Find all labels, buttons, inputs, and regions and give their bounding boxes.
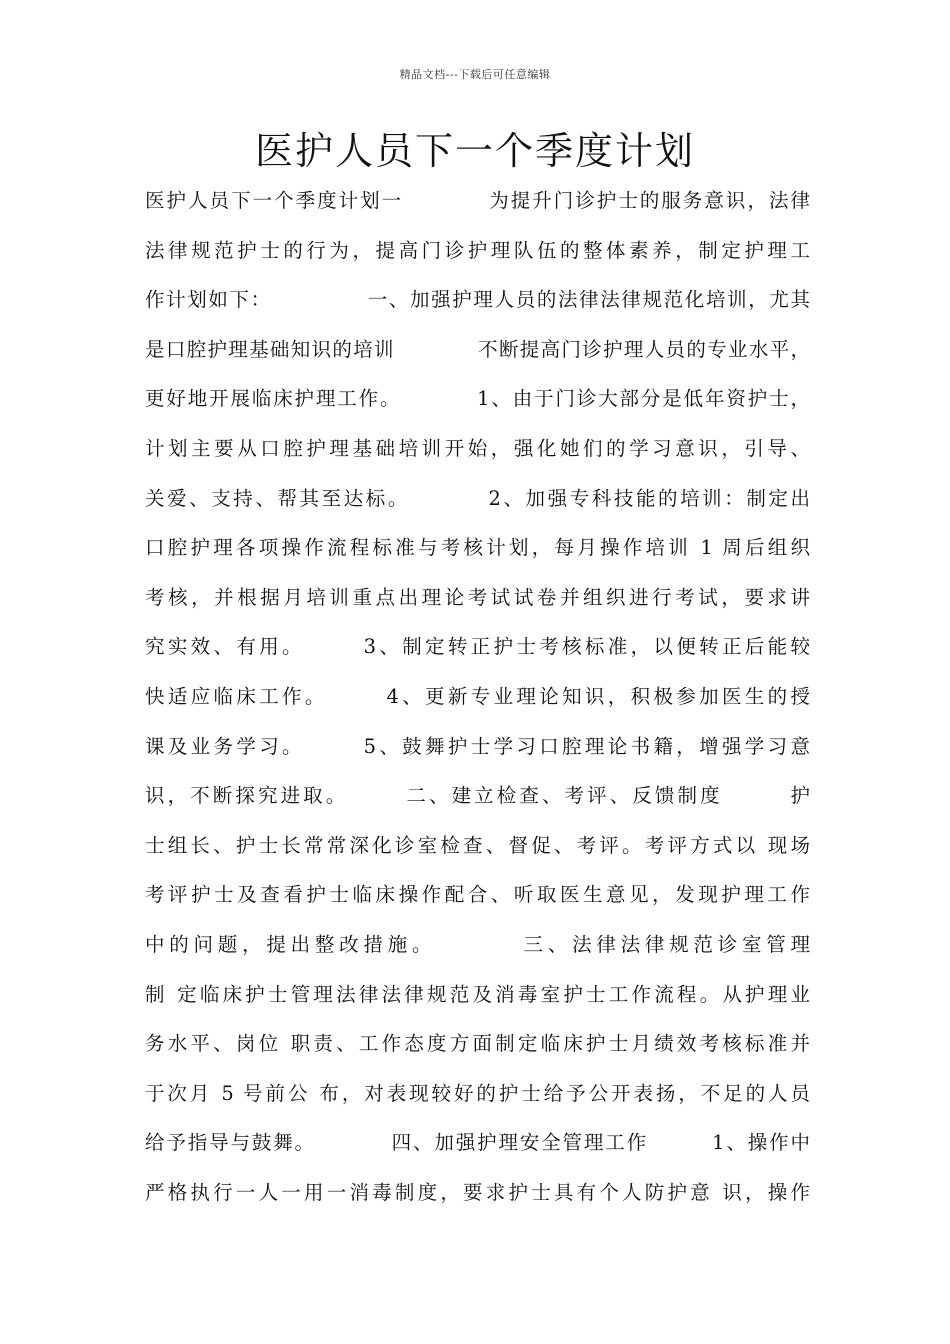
- body-line: 医护人员下一个季度计划一 为提升门诊护士的服务意识，法律: [145, 189, 810, 212]
- body-line: 口腔护理各项操作流程标准与考核计划，每月操作培训 1 周后组织: [145, 536, 810, 560]
- body-line: 关爱、支持、帮其至达标。 2、加强专科技能的培训：制定出: [145, 486, 810, 510]
- body-line: 考核，并根据月培训重点出理论考试试卷并组织进行考试，要求讲: [145, 585, 810, 609]
- body-line: 中的问题，提出整改措施。 三、法律法律规范诊室管理: [145, 932, 810, 956]
- body-line: 考评护士及查看护士临床操作配合、听取医生意见，发现护理工作: [145, 883, 810, 907]
- body-line: 识，不断探究进取。 二、建立检查、考评、反馈制度 护: [145, 784, 810, 808]
- document-body: [145, 181, 810, 1222]
- body-line: 更好地开展临床护理工作。 1、由于门诊大部分是低年资护士，: [145, 387, 810, 411]
- body-line: 课及业务学习。 5、鼓舞护士学习口腔理论书籍，增强学习意: [145, 734, 810, 758]
- body-line: 快适应临床工作。 4、更新专业理论知识，积极参加医生的授: [145, 684, 810, 708]
- body-line: 法律规范护士的行为，提高门诊护理队伍的整体素养，制定护理工: [145, 238, 810, 262]
- body-line: 制 定临床护士管理法律法律规范及消毒室护士工作流程。从护理业: [145, 982, 810, 1006]
- body-line: 务水平、岗位 职责、工作态度方面制定临床护士月绩效考核标准并: [145, 1032, 810, 1056]
- body-line: 士组长、护士长常常深化诊室检查、督促、考评。考评方式以 现场: [145, 833, 810, 857]
- body-line: 于次月 5 号前公 布，对表现较好的护士给予公开表扬，不足的人员: [145, 1081, 810, 1105]
- body-line: 严格执行一人一用一消毒制度，要求护士具有个人防护意 识，操作: [145, 1180, 810, 1204]
- page-header: 精品文档---下载后可任意编辑: [399, 68, 551, 81]
- body-line: 是口腔护理基础知识的培训 不断提高门诊护理人员的专业水平，: [145, 337, 810, 361]
- document-title: 医护人员下一个季度计划: [254, 129, 695, 173]
- body-line: 给予指导与鼓舞。 四、加强护理安全管理工作 1、操作中: [145, 1131, 810, 1155]
- body-line: 作计划如下： 一、加强护理人员的法律法律规范化培训，尤其: [145, 288, 810, 312]
- body-line: 究实效、有用。 3、制定转正护士考核标准，以便转正后能较: [145, 635, 810, 659]
- body-line: 计划主要从口腔护理基础培训开始，强化她们的学习意识，引导、: [145, 436, 810, 460]
